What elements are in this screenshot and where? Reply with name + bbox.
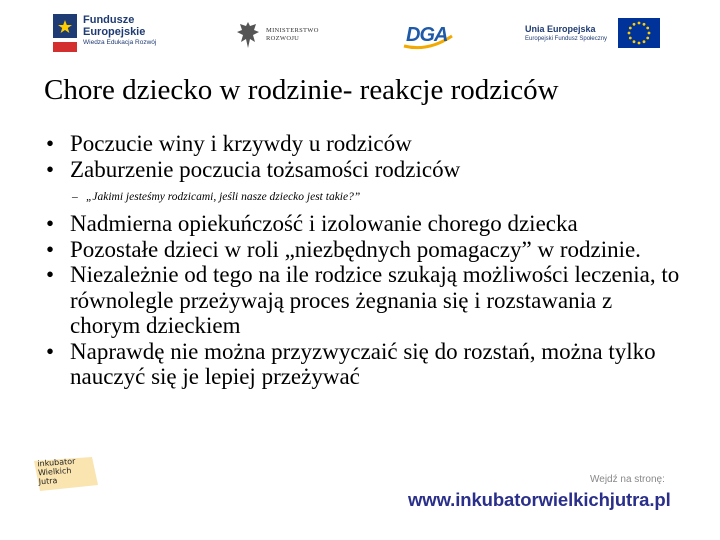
bullet-item bbox=[46, 131, 686, 157]
website-url-link[interactable]: www.inkubatorwielkichjutra.pl bbox=[408, 489, 671, 510]
bullet-item bbox=[46, 237, 686, 263]
ministerstwo-rozwoju-logo bbox=[236, 20, 326, 52]
unia-line2: Europejski Fundusz Społeczny bbox=[525, 36, 608, 42]
bullet-text: Nadmierna opiekuńczość i izolowanie chorego dziecka bbox=[70, 211, 578, 236]
fundusze-line2: Europejskie bbox=[83, 26, 146, 38]
bullet-dot: • bbox=[46, 156, 55, 182]
fundusze-line1: Fundusze bbox=[83, 14, 135, 26]
fundusze-line3: Wiedza Edukacja Rozwój bbox=[83, 39, 157, 46]
unia-europejska-logo bbox=[525, 18, 665, 52]
dga-text: DGA bbox=[406, 24, 448, 46]
fundusze-europejskie-logo bbox=[53, 14, 178, 56]
inkubator-logo bbox=[32, 455, 102, 495]
slide-content bbox=[46, 131, 686, 390]
bullet-text: Poczucie winy i krzywdy u rodziców bbox=[70, 131, 412, 156]
bullet-dot: • bbox=[46, 236, 55, 262]
bullet-item bbox=[46, 262, 686, 339]
bullet-item bbox=[46, 157, 686, 183]
bullet-item bbox=[46, 339, 686, 390]
unia-text bbox=[525, 24, 607, 44]
eagle-emblem-icon bbox=[236, 20, 260, 50]
visit-label: Wejdź na stronę: bbox=[590, 474, 665, 485]
inkubator-line1: inkubator bbox=[37, 456, 76, 469]
fundusze-flag-icon bbox=[53, 14, 77, 52]
bullet-dot: • bbox=[46, 131, 55, 156]
bullet-text: Zaburzenie poczucia tożsamości rodziców bbox=[70, 156, 461, 182]
bullet-text: Pozostałe dzieci w roli „niezbędnych pomagaczy” w rodzinie. bbox=[70, 236, 641, 262]
inkubator-text bbox=[37, 457, 77, 487]
eu-flag-icon bbox=[618, 18, 660, 48]
sub-bullet-text: „Jakimi jesteśmy rodzicami, jeśli nasze dziecko jest takie?” bbox=[86, 191, 361, 203]
bullet-text: Naprawdę nie można przyzwyczaić się do rozstań, można tylko nauczyć się je lepiej przeżywać bbox=[70, 338, 656, 389]
bullet-dot: • bbox=[46, 338, 55, 364]
inkubator-line3: Jutra bbox=[38, 476, 58, 487]
slide-title: Chore dziecko w rodzinie- reakcje rodziców bbox=[44, 74, 559, 106]
bullet-text: Niezależnie od tego na ile rodzice szukają możliwości leczenia, to równolegle przeżywają proces żegnania się i rozstawania z chorym dzieckiem bbox=[70, 262, 680, 338]
inkubator-line2: Wielkich bbox=[37, 466, 72, 478]
dga-logo bbox=[400, 22, 456, 52]
fundusze-text bbox=[83, 14, 156, 48]
unia-line1: Unia Europejska bbox=[525, 24, 596, 34]
ministerstwo-line1: MINISTERSTWO bbox=[266, 27, 319, 34]
sub-bullet-dash: – bbox=[72, 191, 78, 203]
ministerstwo-text bbox=[266, 27, 319, 43]
bullet-item bbox=[46, 211, 686, 237]
bullet-dot: • bbox=[46, 262, 55, 287]
sub-bullet-item bbox=[46, 189, 686, 205]
bullet-dot: • bbox=[46, 211, 55, 236]
ministerstwo-line2: ROZWOJU bbox=[266, 35, 300, 42]
header-logos-bar bbox=[0, 0, 720, 70]
